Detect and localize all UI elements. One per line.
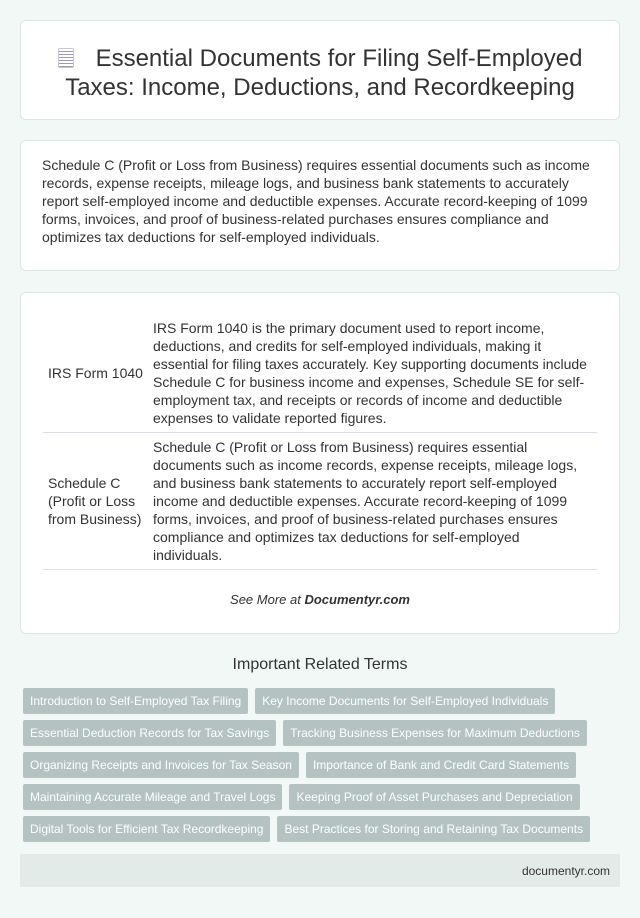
related-tag[interactable]: Best Practices for Storing and Retaining Tax Documents	[277, 816, 590, 842]
related-tag[interactable]: Maintaining Accurate Mileage and Travel Logs	[23, 784, 282, 810]
footer	[20, 854, 620, 887]
table-row	[43, 433, 597, 570]
page-title-text: Essential Documents for Filing Self-Employed Taxes: Income, Deductions, and Recordkeeping	[65, 45, 583, 101]
description-cell: IRS Form 1040 is the primary document used to report income, deductions, and credits for self-employed individuals, making it essential for filing taxes accurately. Key supporting documents include Schedule C for business income and expenses, Schedule SE for self-employment tax, and receipts or records of income and deductible expenses to validate reported figures.	[153, 320, 587, 426]
description-cell: Schedule C (Profit or Loss from Business) requires essential documents such as income records, expense receipts, mileage logs, and business bank statements to accurately report self-employed income and deductible expenses. Accurate record-keeping of 1099 forms, invoices, and proof of business-related purchases ensures compliance and optimizes tax deductions for self-employed individuals.	[153, 439, 578, 563]
related-tag[interactable]: Tracking Business Expenses for Maximum Deductions	[283, 720, 587, 746]
table-card	[20, 292, 620, 634]
page-title	[21, 44, 619, 102]
see-more-prefix: See More at	[230, 592, 305, 607]
footer-site[interactable]: documentyr.com	[521, 864, 610, 878]
related-tag[interactable]: Keeping Proof of Asset Purchases and Depreciation	[289, 784, 579, 810]
term-cell: Schedule C (Profit or Loss from Business)	[48, 475, 142, 527]
related-tag[interactable]: Organizing Receipts and Invoices for Tax Season	[23, 752, 299, 778]
document-icon	[58, 48, 74, 68]
related-tag[interactable]: Importance of Bank and Credit Card Statements	[306, 752, 576, 778]
related-tag[interactable]: Essential Deduction Records for Tax Savings	[23, 720, 276, 746]
summary-text: Schedule C (Profit or Loss from Business) requires essential documents such as income records, expense receipts, mileage logs, and business bank statements to accurately report self-employed income and deductible expenses. Accurate record-keeping of 1099 forms, invoices, and proof of business-related purchases ensures compliance and optimizes tax deductions for self-employed individuals.	[42, 157, 590, 245]
related-tag[interactable]: Introduction to Self-Employed Tax Filing	[23, 688, 248, 714]
see-more	[43, 592, 597, 607]
summary-card	[20, 140, 620, 271]
header-card	[20, 20, 620, 120]
related-tag[interactable]: Key Income Documents for Self-Employed Individuals	[255, 688, 555, 714]
related-tags	[23, 688, 603, 842]
related-tag[interactable]: Digital Tools for Efficient Tax Recordkeeping	[23, 816, 270, 842]
see-more-link[interactable]: Documentyr.com	[304, 592, 410, 607]
table-row	[43, 314, 597, 433]
term-cell: IRS Form 1040	[48, 365, 143, 381]
related-terms-title: Important Related Terms	[232, 656, 408, 673]
documents-table	[43, 314, 597, 570]
